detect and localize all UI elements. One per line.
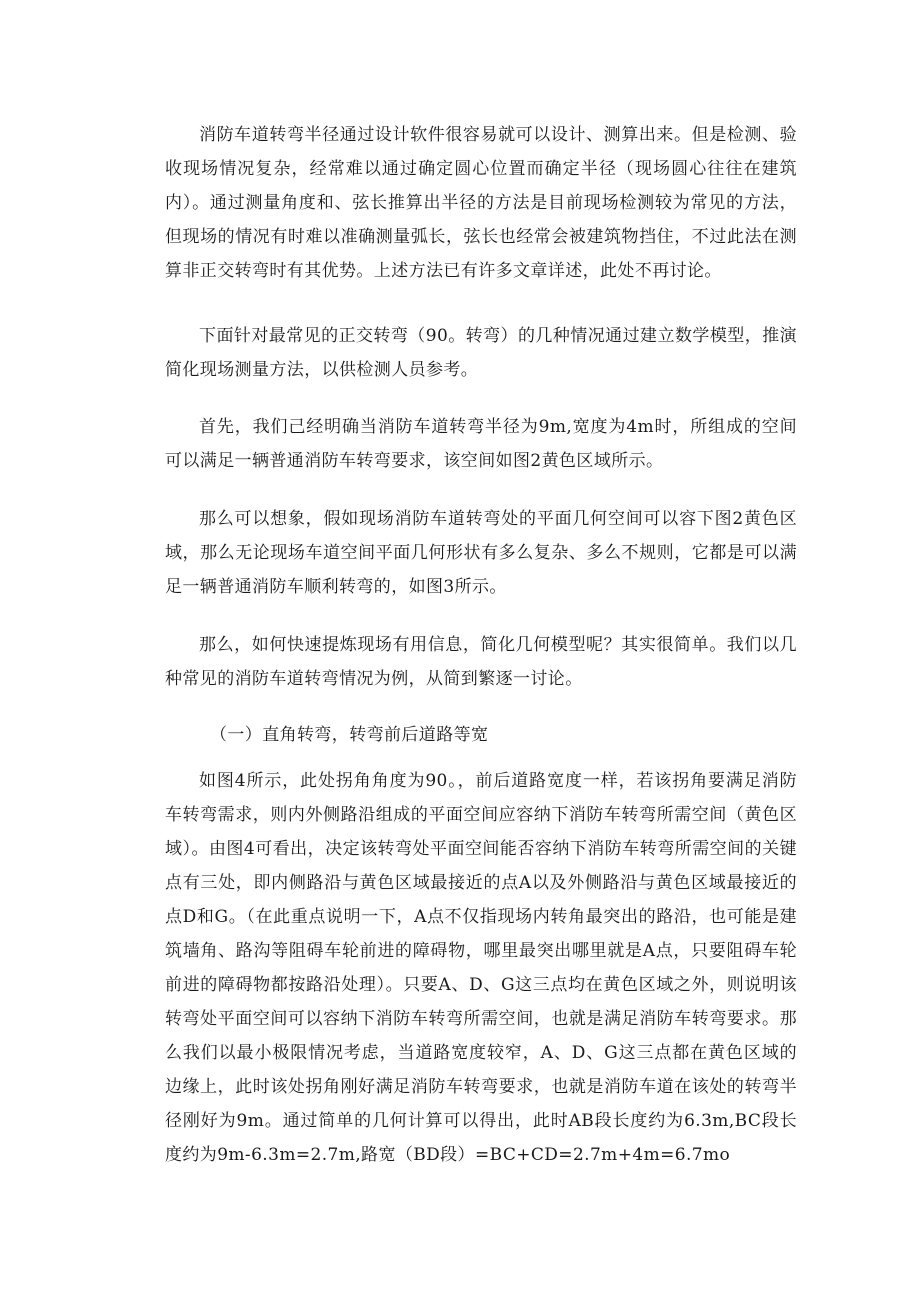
paragraph-right-angle-turn: 如图4所示，此处拐角角度为90。，前后道路宽度一样，若该拐角要满足消防车转弯需求，则内外侧路沿组成的平面空间应容纳下消防车转弯所需空间（黄色区域）。由图4可看出，决定该转弯处平面空间能否容纳下消防车转弯所需空间的关键点有三处，即内侧路沿与黄色区域最接近的点A以及外侧路沿与黄色区域最接近的点D和G。（在此重点说明一下，A点不仅指现场内转角最突出的路沿，也可能是建筑墙角、路沟等阻碍车轮前进的障碍物，哪里最突出哪里就是A点，只要阻碍车轮前进的障碍物都按路沿处理）。只要A、D、G这三点均在黄色区域之外，则说明该转弯处平面空间可以容纳下消防车转弯所需空间，也就是满足消防车转弯要求。那么我们以最小极限情况考虑，当道路宽度较窄，A、D、G这三点都在黄色区域的边缘上，此时该处拐角刚好满足消防车转弯要求，也就是消防车道在该处的转弯半径刚好为9m。通过简单的几何计算可以得出，此时AB段长度约为6.3m,BC段长度约为9m-6.3m=2.7m,路宽（BD段）=BC+CD=2.7m+4m=6.7mo [165, 771, 797, 1165]
paragraph-orthogonal-turn: 下面针对最常见的正交转弯（90。转弯）的几种情况通过建立数学模型，推演简化现场测量方法，以供检测人员参考。 [165, 326, 797, 380]
paragraph-turn-radius: 首先，我们己经明确当消防车道转弯半径为9m,宽度为4m时，所组成的空间可以满足一辆普通消防车转弯要求，该空间如图2黄色区域所示。 [165, 417, 797, 471]
paragraph-intro: 消防车道转弯半径通过设计软件很容易就可以设计、测算出来。但是检测、验收现场情况复杂，经常难以通过确定圆心位置而确定半径（现场圆心往往在建筑内）。通过测量角度和、弦长推算出半径的方法是目前现场检测较为常见的方法，但现场的情况有时难以准确测量弧长，弦长也经常会被建筑物挡住，不过此法在测算非正交转弯时有其优势。上述方法已有许多文章详述，此处不再讨论。 [165, 125, 797, 281]
section-heading: （一）直角转弯，转弯前后道路等宽 [210, 725, 489, 745]
paragraph-imagine-space: 那么可以想象，假如现场消防车道转弯处的平面几何空间可以容下图2黄色区域，那么无论现场车道空间平面几何形状有多么复杂、多么不规则，它都是可以满足一辆普通消防车顺利转弯的，如图3所示。 [165, 509, 797, 597]
paragraph-simplify-model: 那么，如何快速提炼现场有用信息，简化几何模型呢？其实很简单。我们以几种常见的消防车道转弯情况为例，从简到繁逐一讨论。 [165, 635, 797, 689]
